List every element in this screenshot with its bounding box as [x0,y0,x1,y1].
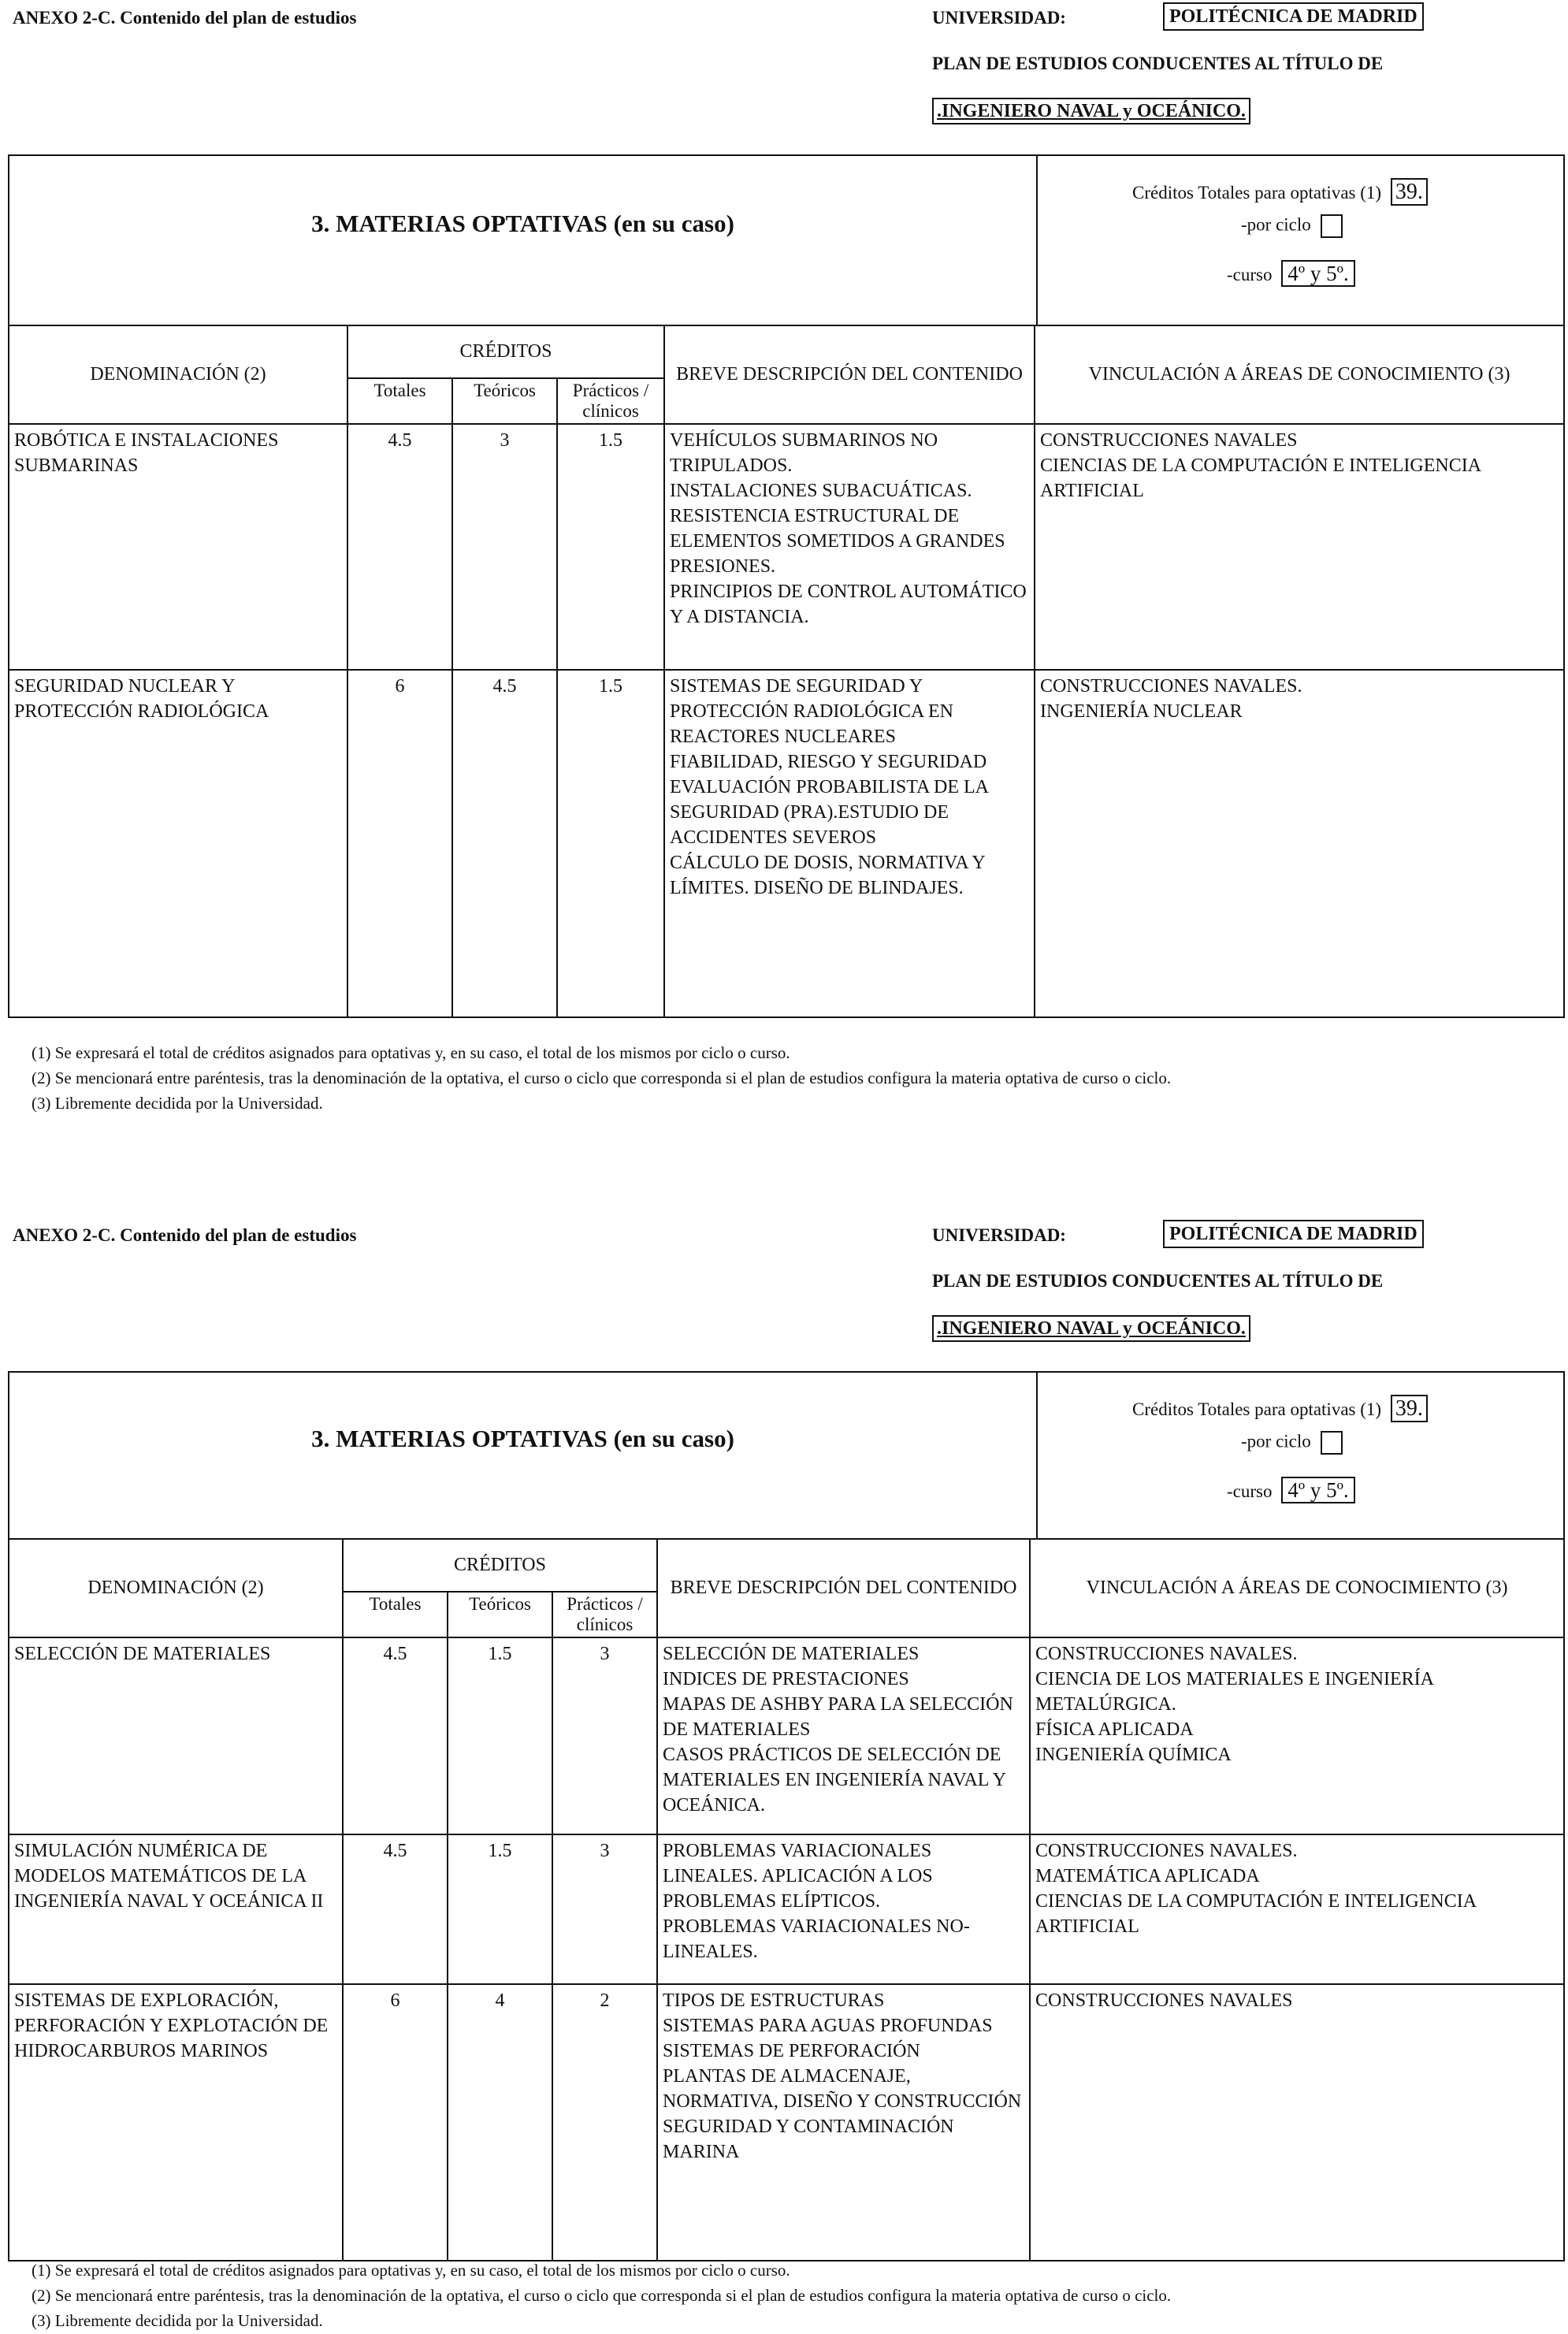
credits-total: 4.5 [347,424,452,670]
subject-description: VEHÍCULOS SUBMARINOS NO TRIPULADOS. INSTALACIONES SUBACUÁTICAS. RESISTENCIA ESTRUCTURAL DE ELEMENTOS SOMETIDOS A GRANDES PRESIONES. PRINCIPIOS DE CONTROL AUTOMÁTICO Y A DISTANCIA. [664,424,1035,670]
col-practicos: Prácticos / clínicos [552,1592,657,1637]
knowledge-areas: CONSTRUCCIONES NAVALES. INGENIERÍA NUCLEAR [1035,670,1563,1016]
subjects-table [9,326,1563,1016]
footnote-2: (2) Se mencionará entre paréntesis, tras la denominación de la optativa, el curso o ciclo que corresponda si el plan de estudios configura la materia optativa de curso o ciclo. [32,2286,1172,2305]
total-credits-line [1132,180,1428,205]
total-credits-label: Créditos Totales para optativas (1) [1132,1399,1382,1419]
col-practicos: Prácticos / clínicos [557,378,664,424]
degree-title: .INGENIERO NAVAL y OCEÁNICO. [932,1315,1250,1342]
per-course-value: 4º y 5º. [1281,260,1355,287]
col-totales: Totales [343,1592,448,1637]
subject-name: ROBÓTICA E INSTALACIONES SUBMARINAS [9,424,347,670]
credits-theory: 4 [448,1984,552,2260]
per-cycle-line [1241,1431,1343,1455]
col-creditos: CRÉDITOS [343,1540,657,1592]
plan-label: PLAN DE ESTUDIOS CONDUCENTES AL TÍTULO DE [932,54,1384,73]
total-credits-value: 39. [1391,1395,1428,1422]
col-descripcion: BREVE DESCRIPCIÓN DEL CONTENIDO [664,326,1035,424]
annex-title: ANEXO 2-C. Contenido del plan de estudios [13,8,357,28]
per-cycle-label: -por ciclo [1241,214,1311,235]
knowledge-areas: CONSTRUCCIONES NAVALES. CIENCIA DE LOS MATERIALES E INGENIERÍA METALÚRGICA. FÍSICA APLICADA INGENIERÍA QUÍMICA [1030,1637,1563,1834]
per-course-value: 4º y 5º. [1281,1477,1355,1503]
section-title: 3. MATERIAS OPTATIVAS (en su caso) [311,210,734,237]
annex-title: ANEXO 2-C. Contenido del plan de estudios [13,1225,357,1245]
subject-description: PROBLEMAS VARIACIONALES LINEALES. APLICACIÓN A LOS PROBLEMAS ELÍPTICOS. PROBLEMAS VARIACIONALES NO-LINEALES. [657,1834,1030,1984]
knowledge-areas: CONSTRUCCIONES NAVALES [1030,1984,1563,2260]
per-course-label: -curso [1227,265,1273,284]
col-denominacion: DENOMINACIÓN (2) [9,1540,343,1637]
credits-theory: 4.5 [452,670,557,1016]
col-denominacion: DENOMINACIÓN (2) [9,326,347,424]
credits-summary [1036,1373,1566,1538]
footnote-3: (3) Libremente decidida por la Universidad. [32,2311,323,2330]
col-vinculacion: VINCULACIÓN A ÁREAS DE CONOCIMIENTO (3) [1035,326,1563,424]
credits-practice: 3 [552,1637,657,1834]
table-row [9,1637,1563,1834]
footnotes [32,1040,1171,1116]
credits-theory: 1.5 [448,1834,552,1984]
total-credits-line [1132,1396,1428,1422]
credits-practice: 2 [552,1984,657,2260]
total-credits-label: Créditos Totales para optativas (1) [1132,183,1382,203]
subjects-table [9,1540,1563,2260]
credits-theory: 3 [452,424,557,670]
credits-practice: 1.5 [557,670,664,1016]
col-teoricos: Teóricos [448,1592,552,1637]
university-label: UNIVERSIDAD: [932,8,1066,28]
knowledge-areas: CONSTRUCCIONES NAVALES. MATEMÁTICA APLICADA CIENCIAS DE LA COMPUTACIÓN E INTELIGENCIA ARTIFICIAL [1030,1834,1563,1984]
credits-practice: 1.5 [557,424,664,670]
credits-practice: 3 [552,1834,657,1984]
optional-subjects-sheet [8,1371,1565,2262]
university-label: UNIVERSIDAD: [932,1225,1066,1245]
table-row [9,424,1563,670]
col-creditos: CRÉDITOS [347,326,664,378]
per-course-line [1227,262,1355,286]
subject-description: SISTEMAS DE SEGURIDAD Y PROTECCIÓN RADIOLÓGICA EN REACTORES NUCLEARES FIABILIDAD, RIESGO Y SEGURIDAD EVALUACIÓN PROBABILISTA DE LA SEGURIDAD (PRA).ESTUDIO DE ACCIDENTES SEVEROS CÁLCULO DE DOSIS, NORMATIVA Y LÍMITES. DISEÑO DE BLINDAJES. [664,670,1035,1016]
col-vinculacion: VINCULACIÓN A ÁREAS DE CONOCIMIENTO (3) [1030,1540,1563,1637]
table-row [9,670,1563,1016]
knowledge-areas: CONSTRUCCIONES NAVALES CIENCIAS DE LA COMPUTACIÓN E INTELIGENCIA ARTIFICIAL [1035,424,1563,670]
per-cycle-label: -por ciclo [1241,1431,1311,1451]
footnote-2: (2) Se mencionará entre paréntesis, tras la denominación de la optativa, el curso o ciclo que corresponda si el plan de estudios configura la materia optativa de curso o ciclo. [32,1069,1172,1087]
plan-label: PLAN DE ESTUDIOS CONDUCENTES AL TÍTULO DE [932,1271,1384,1291]
credits-total: 6 [347,670,452,1016]
degree-title: .INGENIERO NAVAL y OCEÁNICO. [932,98,1250,125]
subject-name: SELECCIÓN DE MATERIALES [9,1637,343,1834]
per-course-line [1227,1478,1355,1503]
per-cycle-empty-box [1321,214,1343,238]
sheet-header [9,1373,1563,1540]
per-cycle-line [1241,214,1343,238]
subject-name: SEGURIDAD NUCLEAR Y PROTECCIÓN RADIOLÓGICA [9,670,347,1016]
credits-total: 4.5 [343,1834,448,1984]
per-course-label: -curso [1227,1481,1273,1501]
credits-total: 6 [343,1984,448,2260]
subject-name: SIMULACIÓN NUMÉRICA DE MODELOS MATEMÁTICOS DE LA INGENIERÍA NAVAL Y OCEÁNICA II [9,1834,343,1984]
subject-name: SISTEMAS DE EXPLORACIÓN, PERFORACIÓN Y EXPLOTACIÓN DE HIDROCARBUROS MARINOS [9,1984,343,2260]
table-row [9,1834,1563,1984]
subject-description: TIPOS DE ESTRUCTURAS SISTEMAS PARA AGUAS PROFUNDAS SISTEMAS DE PERFORACIÓN PLANTAS DE ALMACENAJE, NORMATIVA, DISEÑO Y CONSTRUCCIÓN SEGURIDAD Y CONTAMINACIÓN MARINA [657,1984,1030,2260]
credits-total: 4.5 [343,1637,448,1834]
footnote-1: (1) Se expresará el total de créditos asignados para optativas y, en su caso, el total de los mismos por ciclo o curso. [32,1043,790,1062]
optional-subjects-sheet [8,154,1565,1018]
subject-description: SELECCIÓN DE MATERIALES INDICES DE PRESTACIONES MAPAS DE ASHBY PARA LA SELECCIÓN DE MATERIALES CASOS PRÁCTICOS DE SELECCIÓN DE MATERIALES EN INGENIERÍA NAVAL Y OCEÁNICA. [657,1637,1030,1834]
university-name: POLITÉCNICA DE MADRID [1163,2,1424,31]
credits-summary [1036,156,1566,325]
per-cycle-empty-box [1321,1431,1343,1455]
total-credits-value: 39. [1391,178,1428,206]
col-totales: Totales [347,378,452,424]
university-name: POLITÉCNICA DE MADRID [1163,1220,1424,1248]
footnotes [32,2258,1171,2333]
section-title: 3. MATERIAS OPTATIVAS (en su caso) [311,1425,734,1452]
footnote-3: (3) Libremente decidida por la Universidad. [32,1094,323,1113]
col-descripcion: BREVE DESCRIPCIÓN DEL CONTENIDO [657,1540,1030,1637]
table-row [9,1984,1563,2260]
footnote-1: (1) Se expresará el total de créditos asignados para optativas y, en su caso, el total de los mismos por ciclo o curso. [32,2261,790,2280]
credits-theory: 1.5 [448,1637,552,1834]
col-teoricos: Teóricos [452,378,557,424]
sheet-header [9,156,1563,326]
